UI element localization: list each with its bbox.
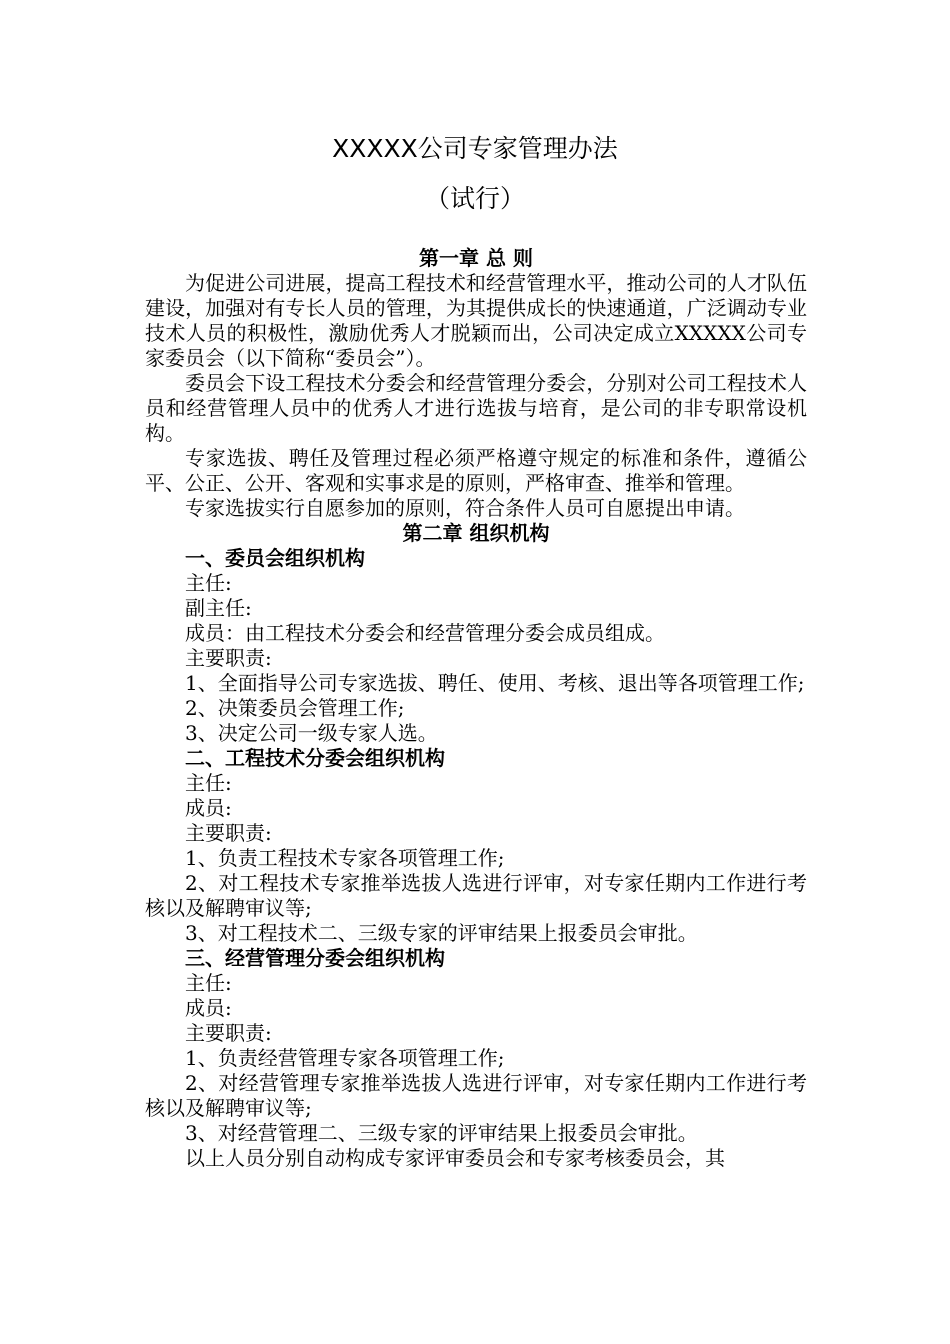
list-item: 3、对经营管理二、三级专家的评审结果上报委员会审批。 [185,1121,698,1145]
list-item: 3、对工程技术二、三级专家的评审结果上报委员会审批。 [185,921,698,945]
paragraph: 专家选拔、聘任及管理过程必须严格遵守规定的标准和条件，遵循公平、公正、公开、客观和实事求是的原则，严格审查、推举和管理。 [145,446,807,495]
paragraph: 副主任: [185,596,252,620]
paragraph: 主要职责: [185,1021,272,1045]
paragraph: 为促进公司进展，提高工程技术和经营管理水平，推动公司的人才队伍建设，加强对有专长人员的管理，为其提供成长的快速通道，广泛调动专业技术人员的积极性，激励优秀人才脱颖而出，公司决定成立XXXXX公司专家委员会（以下简称“委员会”）。 [145,271,807,370]
document-title: XXXXX公司专家管理办法 [332,134,618,163]
document-subtitle: （试行） [424,184,525,213]
paragraph: 主任: [185,571,232,595]
list-item: 2、决策委员会管理工作; [185,696,405,720]
paragraph: 专家选拔实行自愿参加的原则，符合条件人员可自愿提出申请。 [185,496,745,520]
section-heading: 三、经营管理分委会组织机构 [185,946,445,970]
paragraph: 成员：由工程技术分委会和经营管理分委会成员组成。 [185,621,665,645]
list-item: 2、对工程技术专家推举选拔人选进行评审，对专家任期内工作进行考核以及解聘审议等; [145,871,807,920]
paragraph: 主任: [185,971,232,995]
section-heading: 一、委员会组织机构 [185,546,365,570]
paragraph: 主任: [185,771,232,795]
paragraph: 主要职责: [185,646,272,670]
list-item: 3、决定公司一级专家人选。 [185,721,438,745]
paragraph: 委员会下设工程技术分委会和经营管理分委会，分别对公司工程技术人员和经营管理人员中的优秀人才进行选拔与培育，是公司的非专职常设机构。 [145,371,807,445]
section-heading: 二、工程技术分委会组织机构 [185,746,445,770]
document-body [145,246,807,1171]
paragraph: 主要职责: [185,821,272,845]
list-item: 1、负责经营管理专家各项管理工作; [185,1046,505,1070]
paragraph: 成员: [185,996,232,1020]
chapter-heading: 第二章 组织机构 [402,521,550,545]
paragraph: 以上人员分别自动构成专家评审委员会和专家考核委员会，其 [185,1146,725,1170]
list-item: 1、负责工程技术专家各项管理工作; [185,846,505,870]
list-item: 1、全面指导公司专家选拔、聘任、使用、考核、退出等各项管理工作; [185,671,805,695]
list-item: 2、对经营管理专家推举选拔人选进行评审，对专家任期内工作进行考核以及解聘审议等; [145,1071,807,1120]
chapter-heading: 第一章 总 则 [419,246,533,270]
paragraph: 成员: [185,796,232,820]
